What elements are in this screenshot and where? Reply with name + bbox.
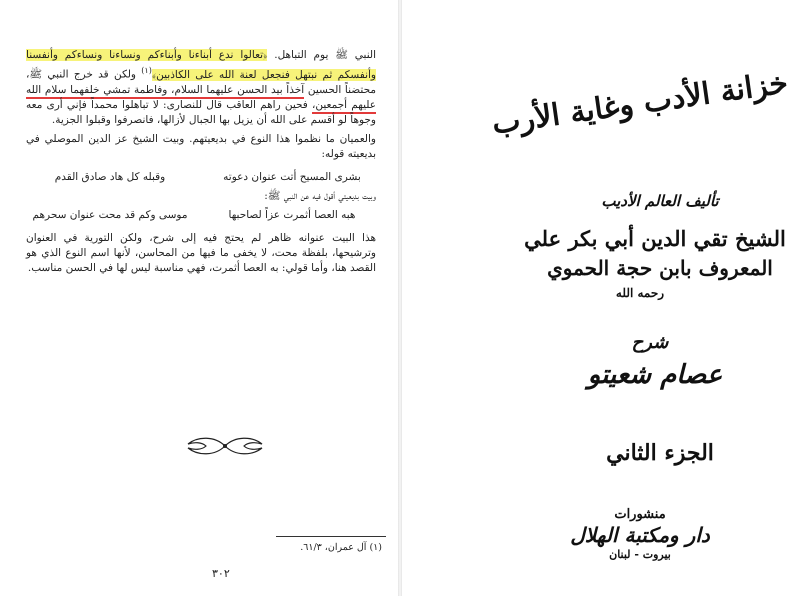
author-name: الشيخ تقي الدين أبي بكر علي xyxy=(524,226,786,251)
text-segment: ولكن قد خرج النبي ﷺ، محتضناً الحسين xyxy=(26,68,376,96)
verse-2-hemistich-1: هبه العصا أثمرت عزاً لصاحبها xyxy=(228,208,356,221)
between-verses-text: وبيت بديعيتي أقول فيه عن النبي ﷺ: xyxy=(264,189,376,202)
verse-1-hemistich-1: بشرى المسيح أتت عنوان دعوته xyxy=(223,170,361,183)
footnote-marker: (١) xyxy=(141,66,152,75)
book-title: خزانة الأدب وغاية الأرب xyxy=(489,65,791,142)
verse-2-hemistich-2: موسى وكم قد محت عنوان سحرهم xyxy=(32,208,188,221)
closing-paragraph: هذا البيت عنوانه ظاهر لم يحتج فيه إلى شرح، ولكن التورية في العنوان وترشيحها، بلفظة محت، لا يخفى ما فيها من المحاسن، لأنها اسم النوع الذي هو القصد هنا، وأما قولي: به العصا أثمرت، فهي مناسبة ليس لها في الحسن مناسب. xyxy=(26,231,376,274)
publisher-prefix: منشورات xyxy=(614,507,666,522)
ornament-icon xyxy=(180,432,270,460)
verse-1-hemistich-2: وقبله كل هاد صادق القدم xyxy=(54,170,166,183)
verse-2 xyxy=(26,208,376,223)
paragraph-2: والعميان ما نظموا هذا النوع في بديعيتهم. وبيت الشيخ عز الدين الموصلي في بديعيته قوله: xyxy=(26,132,376,160)
commentary-label: شرح xyxy=(631,332,669,353)
page-number: ٣٠٢ xyxy=(212,567,230,580)
ornament-divider xyxy=(180,432,270,460)
author-known-as: المعروف بابن حجة الحموي xyxy=(547,256,773,280)
footnote: (١) آل عمران، ٦١/٣. xyxy=(300,542,382,553)
text-segment: النبي ﷺ يوم التباهل. xyxy=(267,49,376,61)
publisher-name: دار ومكتبة الهلال xyxy=(570,523,710,547)
underlined-text: آخذاً بيد الحسن عليهما السلام، وفاطمة تمشي خلفهما سلام الله عليهم أجمعين، xyxy=(26,84,376,114)
verse-1 xyxy=(26,170,376,185)
publisher-city: بيروت - لبنان xyxy=(609,548,671,561)
authorship-label: تأليف العالم الأديب xyxy=(601,192,719,210)
editor-name: عصام شعيتو xyxy=(587,360,723,390)
text-segment: فحين راهم العاقب قال للنصارى: لا تباهلوا محمداً فإني أرى معه وجوهاً لو أقسم على الله أن يزيل بها الجبال لأزالها، فانصرفوا وقبلوا الجزية. xyxy=(26,98,376,126)
paragraph-1 xyxy=(26,48,376,128)
body-text xyxy=(26,48,376,276)
author-blessing: رحمه الله xyxy=(615,286,665,300)
footnote-rule xyxy=(276,536,386,537)
highlighted-quote: ﴿تعالوا ندع أبناءنا وأبناءكم ونساءنا ونساءكم وأنفسنا وأنفسكم ثم نبتهل فنجعل لعنة الله على الكاذبين﴾ xyxy=(26,49,376,81)
volume-label: الجزء الثاني xyxy=(606,440,714,466)
